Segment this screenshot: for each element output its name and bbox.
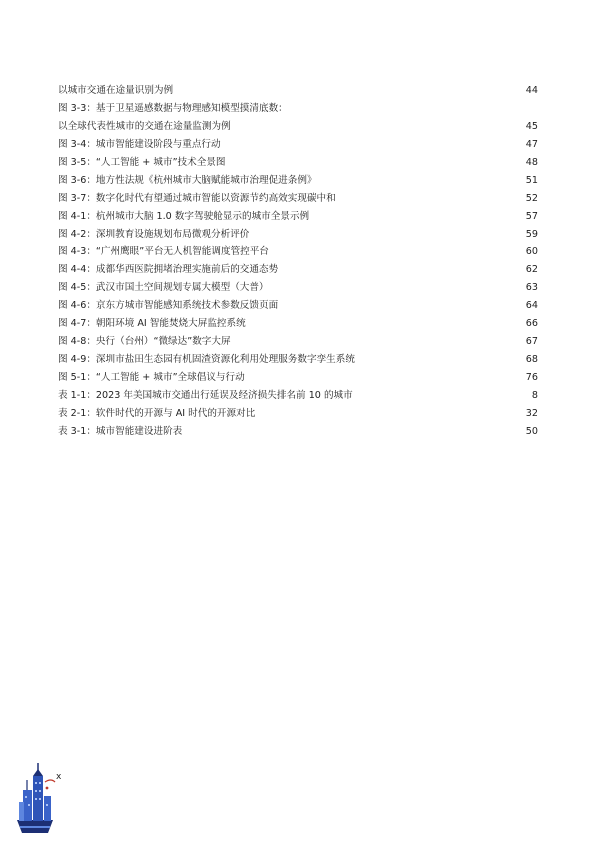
toc-entry-page: 32	[525, 407, 538, 419]
toc-entry[interactable]	[58, 297, 538, 315]
toc-entry[interactable]	[58, 172, 538, 190]
toc-entry-page: 50	[525, 425, 538, 437]
toc-entry-page: 51	[525, 174, 538, 186]
list-of-figures-and-tables	[58, 82, 538, 441]
toc-entry-title: 图 4-7：朝阳环境 AI 智能焚烧大屏监控系统	[58, 318, 246, 330]
toc-entry-page: 63	[525, 282, 538, 294]
toc-entry-page: 59	[525, 228, 538, 240]
toc-entry[interactable]	[58, 315, 538, 333]
toc-entry-page: 47	[525, 138, 538, 150]
toc-entry[interactable]	[58, 82, 538, 100]
toc-entry[interactable]	[58, 261, 538, 279]
toc-entry-page: 66	[525, 318, 538, 330]
toc-entry-page: 57	[525, 210, 538, 222]
toc-entry[interactable]	[58, 369, 538, 387]
toc-entry-title: 以城市交通在途量识别为例	[58, 85, 174, 96]
toc-entry[interactable]	[58, 279, 538, 297]
toc-entry-page: 68	[525, 354, 538, 366]
toc-entry[interactable]	[58, 208, 538, 226]
toc-entry-title: 图 4-1：杭州城市大脑 1.0 数字驾驶舱显示的城市全景示例	[58, 210, 310, 222]
toc-entry-title: 图 4-2：深圳教育设施规划布局微观分析评价	[58, 228, 250, 240]
toc-entry[interactable]	[58, 154, 538, 172]
toc-entry-page: 45	[525, 120, 538, 132]
toc-entry-title: 表 1-1：2023 年美国城市交通出行延误及经济损失排名前 10 的城市	[58, 389, 353, 401]
toc-entry-page: 52	[525, 192, 538, 204]
toc-entry-title: 图 3-7：数字化时代有望通过城市智能以资源节约高效实现碳中和	[58, 192, 336, 204]
toc-entry[interactable]	[58, 226, 538, 244]
toc-entry[interactable]	[58, 333, 538, 351]
toc-entry-page: 44	[525, 85, 538, 96]
toc-entry[interactable]	[58, 118, 538, 136]
city-tower-logo-icon	[14, 760, 56, 834]
toc-entry-page: 8	[531, 389, 538, 401]
toc-entry-title: 图 4-3：“广州鹰眼”平台无人机智能调度管控平台	[58, 246, 269, 258]
toc-entry-title: 表 2-1：软件时代的开源与 AI 时代的开源对比	[58, 407, 256, 419]
page-number: x	[56, 772, 62, 782]
toc-entry-title: 图 3-4：城市智能建设阶段与重点行动	[58, 138, 221, 150]
toc-entry-page: 67	[525, 336, 538, 348]
toc-entry-title: 图 3-6：地方性法规《杭州城市大脑赋能城市治理促进条例》	[58, 174, 317, 186]
toc-entry[interactable]	[58, 190, 538, 208]
toc-entry[interactable]	[58, 387, 538, 405]
toc-entry-title: 图 4-8：央行（台州）“微绿达”数字大屏	[58, 336, 231, 348]
toc-entry-title: 图 4-6：京东方城市智能感知系统技术参数反馈页面	[58, 300, 279, 312]
toc-entry-title: 图 5-1：“人工智能 + 城市”全球倡议与行动	[58, 372, 245, 383]
toc-entry-page: 76	[525, 372, 538, 383]
toc-entry-page: 62	[525, 264, 538, 276]
toc-entry-title: 图 3-3：基于卫星遥感数据与物理感知模型摸清底数：	[58, 102, 288, 114]
toc-entry[interactable]	[58, 100, 538, 118]
toc-entry[interactable]	[58, 243, 538, 261]
toc-entry[interactable]	[58, 136, 538, 154]
toc-entry-title: 图 4-4：成都华西医院拥堵治理实施前后的交通态势	[58, 264, 279, 276]
toc-entry[interactable]	[58, 423, 538, 441]
toc-entry-title: 以全球代表性城市的交通在途量监测为例	[58, 120, 231, 132]
toc-entry-title: 图 4-5：武汉市国土空间规划专属大模型（大普）	[58, 282, 269, 294]
toc-entry-title: 表 3-1：城市智能建设进阶表	[58, 425, 183, 437]
toc-entry-page: 64	[525, 300, 538, 312]
toc-entry-title: 图 4-9：深圳市盐田生态园有机固渣资源化利用处理服务数字孪生系统	[58, 354, 355, 366]
toc-entry[interactable]	[58, 405, 538, 423]
toc-entry[interactable]	[58, 351, 538, 369]
toc-entry-title: 图 3-5：“人工智能 + 城市”技术全景图	[58, 156, 226, 168]
toc-entry-page: 60	[525, 246, 538, 258]
toc-entry-page: 48	[525, 156, 538, 168]
